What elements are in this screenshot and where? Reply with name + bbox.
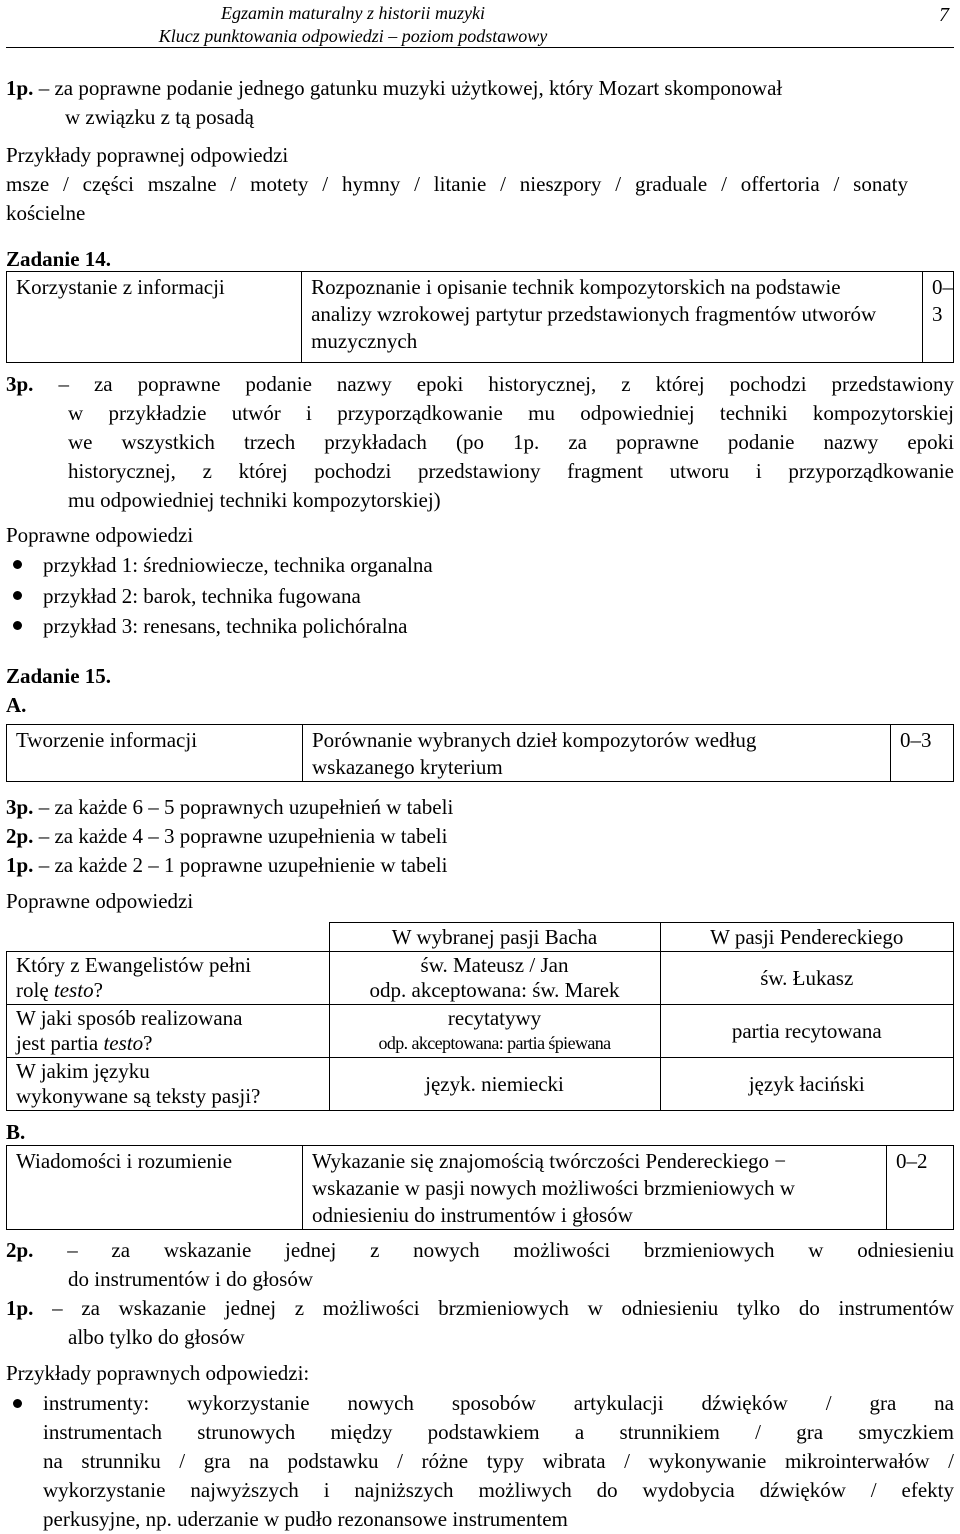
question-cell: [7, 952, 330, 1005]
penderecki-answer-cell: św. Łukasz: [660, 952, 954, 1005]
scoring-text: – za każde 6 – 5 poprawnych uzupełnień w tabeli: [38, 795, 454, 819]
criteria-category: Wiadomości i rozumienie: [7, 1146, 303, 1230]
bullet-icon: [13, 1399, 22, 1408]
scoring-text-cont: albo tylko do głosów: [68, 1325, 245, 1349]
answer-table: [6, 922, 954, 1111]
scoring-text-cont: mu odpowiedniej techniki kompozytorskiej): [68, 488, 441, 512]
list-item: przykład 3: renesans, technika polichóralna: [6, 611, 433, 642]
question-mark: ?: [93, 978, 103, 1002]
question-line: W jaki sposób realizowana: [16, 1006, 243, 1030]
examples-text: msze / części mszalne / motety / hymny / litanie / nieszpory / graduale / offertoria / sonaty: [6, 172, 908, 196]
page-header: [0, 0, 960, 46]
points-label: 1p.: [6, 1296, 34, 1320]
scoring-text: – za każde 4 – 3 poprawne uzupełnienia w tabeli: [38, 824, 448, 848]
points-label: 3p.: [6, 372, 34, 396]
examples-heading: Przykłady poprawnych odpowiedzi:: [6, 1361, 310, 1385]
scoring-text: – za wskazanie jednej z nowych możliwości brzmieniowych w odniesieniu: [67, 1238, 955, 1262]
scoring-text: – za poprawne podanie jednego gatunku muzyki użytkowej, który Mozart skomponował: [38, 76, 783, 100]
penderecki-answer-cell: język łaciński: [660, 1058, 954, 1111]
question-line: W jakim języku: [16, 1059, 150, 1083]
accepted-answer-line: odp. akceptowana: partia śpiewana: [378, 1033, 611, 1053]
task-15a-criteria-table: [6, 724, 954, 782]
column-header-penderecki: W pasji Pendereckiego: [660, 923, 954, 952]
question-line: [16, 1031, 320, 1056]
answer-line: św. Mateusz / Jan: [420, 953, 569, 977]
scoring-3p: [6, 370, 954, 399]
task-15-title: Zadanie 15.: [6, 664, 112, 688]
points-label: 3p.: [6, 795, 34, 819]
example-line: instrumentach strunowych między podstawkiem a strunnikiem / gra smyczkiem: [43, 1420, 954, 1444]
example-line: wykorzystanie najwyższych i najniższych możliwych do wydobycia dźwięków / efekty: [43, 1478, 954, 1502]
criteria-description: Porównanie wybranych dzieł kompozytorów według wskazanego kryterium: [303, 725, 891, 782]
scoring-text-cont: w przykładzie utwór i przyporządkowanie mu odpowiedniej techniki kompozytorskiej: [68, 401, 954, 425]
criteria-points: 0–2: [887, 1146, 954, 1230]
list-item: przykład 2: barok, technika fugowana: [6, 581, 433, 612]
part-a-label: A.: [6, 693, 27, 717]
scoring-text-cont: w związku z tą posadą: [65, 105, 254, 129]
scoring-text: – za wskazanie jednej z możliwości brzmieniowych w odniesieniu tylko do instrumentów: [52, 1296, 954, 1320]
table-row: [7, 1058, 954, 1111]
criteria-category: Korzystanie z informacji: [7, 272, 302, 363]
criteria-category: Tworzenie informacji: [7, 725, 303, 782]
question-italic-term: testo: [103, 1031, 144, 1055]
penderecki-answer-cell: partia recytowana: [660, 1005, 954, 1058]
question-text: jest partia: [16, 1031, 104, 1055]
scoring-1p: [6, 851, 447, 880]
task-14-title: Zadanie 14.: [6, 247, 112, 271]
scoring-3p: [6, 793, 453, 822]
points-label: 2p.: [6, 824, 34, 848]
bach-answer-cell: [329, 952, 660, 1005]
criteria-description: Wykazanie się znajomością twórczości Pendereckiego − wskazanie w pasji nowych możliwości brzmieniowych w odniesieniu do instrumentów i głosów: [303, 1146, 887, 1230]
scoring-text-cont: historycznej, z której pochodzi przedstawiony fragment utworu i przyporządkowanie: [68, 459, 954, 483]
points-label: 2p.: [6, 1238, 34, 1262]
accepted-answer-line: odp. akceptowana: św. Marek: [369, 978, 620, 1002]
question-italic-term: testo: [53, 978, 94, 1002]
scoring-2p: [6, 1236, 954, 1265]
question-line: Który z Ewangelistów pełni: [16, 953, 252, 977]
page-number: 7: [939, 4, 949, 26]
header-title: [0, 2, 706, 48]
bach-answer-cell: [329, 1005, 660, 1058]
empty-corner-cell: [7, 923, 330, 952]
points-label: 1p.: [6, 853, 34, 877]
examples-text-cont: kościelne: [6, 201, 86, 225]
answer-line: recytatywy: [447, 1006, 542, 1030]
column-header-bach: W wybranej pasji Bacha: [329, 923, 660, 952]
example-line: na strunniku / gra na podstawku / różne typy wibrata / wykonywanie mikrointerwałów /: [43, 1449, 954, 1473]
table-header-row: [7, 923, 954, 952]
scoring-1p: [6, 74, 956, 103]
scoring-2p: [6, 822, 447, 851]
part-b-label: B.: [6, 1120, 26, 1144]
scoring-1p: [6, 1294, 954, 1323]
list-item: przykład 1: średniowiecze, technika organalna: [6, 550, 433, 581]
table-row: [7, 952, 954, 1005]
example-line: instrumenty: wykorzystanie nowych sposobów artykulacji dźwięków / gra na: [43, 1391, 954, 1415]
question-cell: [7, 1058, 330, 1111]
question-line: [16, 978, 320, 1003]
criteria-points: 0–3: [891, 725, 954, 782]
scoring-text-cont: we wszystkich trzech przykładach (po 1p. za poprawne podanie nazwy epoki: [68, 430, 954, 454]
question-cell: [7, 1005, 330, 1058]
table-row: [7, 1005, 954, 1058]
answers-heading: Poprawne odpowiedzi: [6, 523, 194, 547]
scoring-text: – za poprawne podanie nazwy epoki historycznej, z której pochodzi przedstawiony: [58, 372, 954, 396]
example-line: perkusyjne, np. uderzanie w pudło rezonansowe instrumentem: [43, 1507, 568, 1531]
question-line: wykonywane są teksty pasji?: [16, 1084, 261, 1108]
points-label: 1p.: [6, 76, 34, 100]
header-line-2: Klucz punktowania odpowiedzi – poziom podstawowy: [158, 26, 548, 46]
task-14-criteria-table: [6, 271, 954, 363]
criteria-description: Rozpoznanie i opisanie technik kompozytorskich na podstawie analizy wzrokowej partytur przedstawionych fragmentów utworów muzycznych: [302, 272, 923, 363]
scoring-text: – za każde 2 – 1 poprawne uzupełnienie w tabeli: [38, 853, 448, 877]
examples-heading: Przykłady poprawnej odpowiedzi: [6, 143, 289, 167]
header-line-1: Egzamin maturalny z historii muzyki: [221, 3, 485, 23]
criteria-points: 0–3: [923, 272, 954, 363]
header-rule: [6, 47, 954, 48]
scoring-text-cont: do instrumentów i do głosów: [68, 1267, 313, 1291]
bach-answer-cell: język. niemiecki: [329, 1058, 660, 1111]
question-mark: ?: [143, 1031, 153, 1055]
answers-heading: Poprawne odpowiedzi: [6, 889, 194, 913]
answers-list: [6, 550, 433, 642]
task-15b-criteria-table: [6, 1145, 954, 1230]
question-text: rolę: [16, 978, 54, 1002]
